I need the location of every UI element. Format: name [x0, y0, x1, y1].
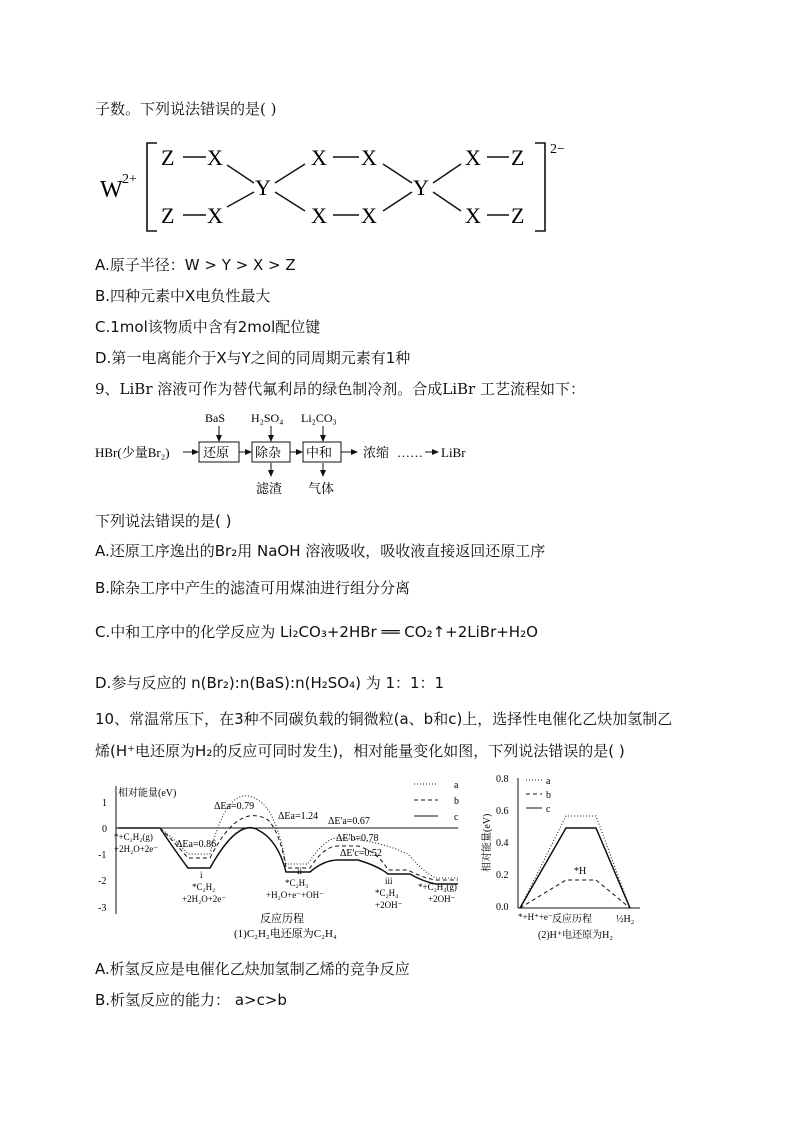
svg-text:ΔEa=0.79: ΔEa=0.79: [214, 801, 255, 812]
svg-text:ΔEa=1.24: ΔEa=1.24: [278, 811, 319, 822]
svg-text:Z: Z: [511, 145, 525, 170]
q10-option-a: A.析氢反应是电催化乙炔加氢制乙烯的竞争反应: [95, 960, 410, 978]
flow-step-reduce: 还原: [203, 445, 230, 460]
svg-text:+2OH⁻: +2OH⁻: [375, 900, 403, 910]
svg-text:*C₂H₂: *C₂H₂: [192, 882, 216, 892]
svg-text:X: X: [465, 145, 481, 170]
svg-text:*C₂H₃: *C₂H₃: [285, 878, 309, 888]
q8-cation-charge: 2+: [122, 172, 137, 187]
svg-text:0.6: 0.6: [496, 806, 509, 817]
svg-text:X: X: [207, 145, 223, 170]
svg-text:Z: Z: [161, 203, 175, 228]
svg-text:X: X: [465, 203, 481, 228]
svg-text:X: X: [361, 145, 377, 170]
q8-option-c: C.1mol该物质中含有2mol配位键: [95, 318, 321, 336]
svg-text:iii: iii: [385, 876, 393, 886]
svg-text:ΔE'c=0.52: ΔE'c=0.52: [340, 848, 382, 859]
svg-text:-3: -3: [98, 903, 107, 914]
svg-text:BaS: BaS: [205, 411, 226, 425]
svg-text:½H₂: ½H₂: [616, 914, 635, 925]
q10-stem-line1: 10、常温常压下，在3种不同碳负载的铜微粒(a、b和c)上，选择性电催化乙炔加氢制乙: [95, 710, 673, 728]
q10-stem-line2: 烯(H⁺电还原为H₂的反应可同时发生)，相对能量变化如图，下列说法错误的是( ): [95, 742, 625, 760]
svg-text:X: X: [311, 145, 327, 170]
svg-text:0.8: 0.8: [496, 774, 509, 785]
svg-text:Y: Y: [255, 175, 271, 200]
flow-product: LiBr: [441, 445, 466, 460]
svg-text:0: 0: [102, 824, 107, 835]
q8-option-b: B.四种元素中X电负性最大: [95, 287, 271, 305]
svg-text:相对能量(eV): 相对能量(eV): [482, 813, 493, 872]
flow-concentrate: 浓缩: [363, 445, 390, 460]
svg-text:b: b: [546, 790, 551, 801]
q8-option-d: D.第一电离能介于X与Y之间的同周期元素有1种: [95, 349, 411, 367]
q8-option-a: A.原子半径：W > Y > X > Z: [95, 256, 296, 274]
svg-text:H₂SO₄: H₂SO₄: [251, 411, 284, 425]
svg-text:+H₂O+e⁻+OH⁻: +H₂O+e⁻+OH⁻: [266, 890, 324, 900]
q10-figure-1-energy-profile: [88, 780, 478, 946]
svg-text:i: i: [200, 870, 203, 880]
flow-start: HBr(少量Br₂): [95, 445, 170, 460]
svg-text:ΔE'b=0.78: ΔE'b=0.78: [336, 833, 379, 844]
svg-text:Y: Y: [413, 175, 429, 200]
svg-text:相对能量(eV): 相对能量(eV): [118, 788, 177, 799]
svg-text:Li₂CO₃: Li₂CO₃: [301, 411, 337, 425]
q8-anion-charge: 2−: [550, 142, 565, 157]
q10-option-b: B.析氢反应的能力： a>c>b: [95, 991, 287, 1009]
q10-figure-2-energy-profile: [480, 772, 660, 948]
svg-text:+2H₂O+2e⁻: +2H₂O+2e⁻: [114, 844, 159, 854]
flow-step-neutralize: 中和: [306, 445, 333, 460]
svg-text:反应历程: 反应历程: [260, 913, 304, 925]
svg-text:ii: ii: [297, 866, 303, 876]
svg-text:(1)C₂H₂电还原为C₂H₄: (1)C₂H₂电还原为C₂H₄: [234, 928, 337, 940]
svg-text:*+C₂H₄(g): *+C₂H₄(g): [418, 882, 457, 892]
svg-text:a: a: [546, 776, 551, 787]
svg-text:滤渣: 滤渣: [256, 481, 283, 496]
svg-text:+2OH⁻: +2OH⁻: [428, 894, 456, 904]
svg-text:(2)H⁺电还原为H₂: (2)H⁺电还原为H₂: [538, 930, 613, 941]
svg-text:-2: -2: [98, 876, 107, 887]
svg-text:*C₂H₄: *C₂H₄: [375, 888, 399, 898]
flow-step-purify: 除杂: [255, 445, 282, 460]
svg-text:*H: *H: [574, 866, 587, 877]
svg-text:c: c: [454, 812, 459, 823]
q9-stem: 9、LiBr 溶液可作为替代氟利昂的绿色制冷剂。合成LiBr 工艺流程如下：: [95, 380, 585, 398]
svg-text:ΔEa=0.86: ΔEa=0.86: [176, 839, 217, 850]
q8-structure-diagram: [95, 135, 585, 240]
svg-text:*+C₂H₂(g): *+C₂H₂(g): [114, 832, 153, 842]
svg-text:-1: -1: [98, 850, 107, 861]
svg-text:Z: Z: [511, 203, 525, 228]
svg-text:*+H⁺+e⁻: *+H⁺+e⁻: [518, 912, 553, 922]
svg-text:气体: 气体: [308, 481, 335, 496]
q9-option-a: A.还原工序逸出的Br₂用 NaOH 溶液吸收，吸收液直接返回还原工序: [95, 542, 546, 560]
svg-text:+2H₂O+2e⁻: +2H₂O+2e⁻: [182, 894, 227, 904]
svg-text:b: b: [454, 796, 459, 807]
svg-text:Z: Z: [161, 145, 175, 170]
svg-text:ΔE'a=0.67: ΔE'a=0.67: [328, 816, 370, 827]
q9-option-d: D.参与反应的 n(Br₂):n(BaS):n(H₂SO₄) 为 1：1：1: [95, 674, 445, 692]
svg-text:0.0: 0.0: [496, 902, 509, 913]
svg-text:X: X: [361, 203, 377, 228]
svg-text:1: 1: [102, 798, 107, 809]
q8-cation: W: [100, 177, 123, 203]
svg-text:……: ……: [397, 445, 423, 460]
svg-text:a: a: [454, 780, 459, 791]
svg-text:X: X: [207, 203, 223, 228]
svg-text:X: X: [311, 203, 327, 228]
svg-text:0.4: 0.4: [496, 838, 509, 849]
q9-option-c: C.中和工序中的化学反应为 Li₂CO₃+2HBr ══ CO₂↑+2LiBr+H₂O: [95, 623, 538, 641]
svg-text:c: c: [546, 804, 551, 815]
svg-text:0.2: 0.2: [496, 870, 509, 881]
q9-option-b: B.除杂工序中产生的滤渣可用煤油进行组分分离: [95, 579, 411, 597]
q9-flowchart: [95, 406, 495, 501]
q9-ask: 下列说法错误的是( ): [95, 512, 232, 530]
svg-text:反应历程: 反应历程: [552, 914, 592, 925]
q8-stem-tail: 子数。下列说法错误的是( ): [95, 100, 277, 118]
